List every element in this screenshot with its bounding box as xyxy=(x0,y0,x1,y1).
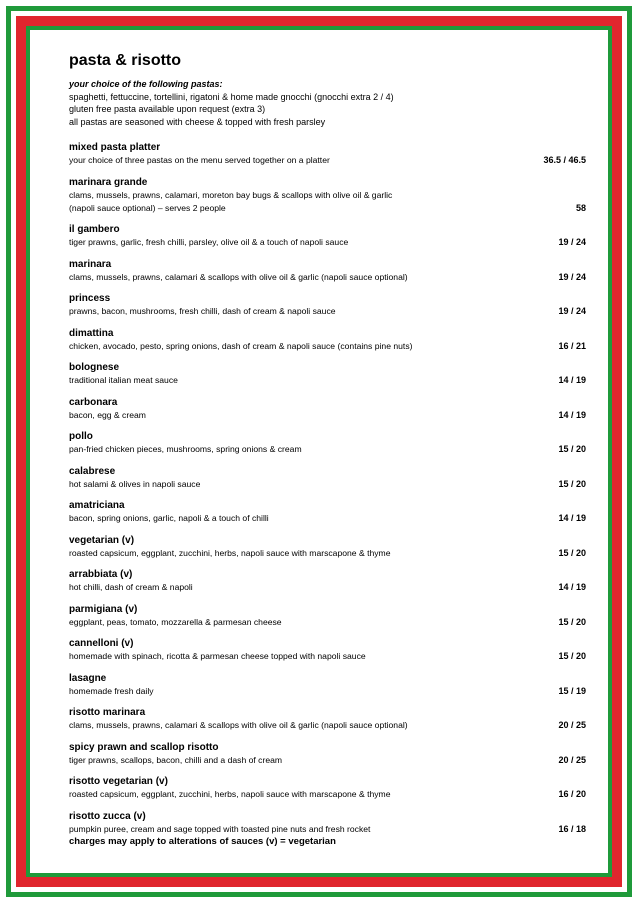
menu-item-name: carbonara xyxy=(69,396,118,408)
menu-item-price: 15 / 20 xyxy=(558,478,586,489)
menu-item-price: 15 / 20 xyxy=(558,651,586,661)
menu-item xyxy=(69,430,586,456)
menu-item-description: prawns, bacon, mushrooms, fresh chilli, dash of cream & napoli sauce xyxy=(69,306,336,316)
menu-item-description: roasted capsicum, eggplant, zucchini, herbs, napoli sauce with marscapone & thyme xyxy=(69,789,391,799)
menu-item-description: bacon, egg & cream xyxy=(69,409,146,420)
menu-item xyxy=(69,176,586,215)
intro-line: spaghetti, fettuccine, tortellini, rigatoni & home made gnocchi (gnocchi extra 2 / 4) xyxy=(69,91,394,102)
menu-item-description: hot chilli, dash of cream & napoli xyxy=(69,582,193,592)
menu-item-price: 20 / 25 xyxy=(558,720,586,730)
menu-item-price: 19 / 24 xyxy=(558,237,586,247)
menu-item-name: marinara grande xyxy=(69,176,148,188)
menu-item-price: 19 / 24 xyxy=(558,271,586,282)
menu-item-price: 16 / 18 xyxy=(558,823,586,834)
menu-item xyxy=(69,292,586,318)
menu-item xyxy=(69,534,586,560)
menu-item-name: spicy prawn and scallop risotto xyxy=(69,741,219,753)
menu-item-price: 14 / 19 xyxy=(558,513,586,523)
intro-lead: your choice of the following pastas: xyxy=(69,79,223,89)
menu-item-name: calabrese xyxy=(69,465,116,477)
menu-item xyxy=(69,706,586,732)
menu-item-description: traditional italian meat sauce xyxy=(69,375,178,385)
menu-item-description: roasted capsicum, eggplant, zucchini, herbs, napoli sauce with marscapone & thyme xyxy=(69,547,391,558)
menu-item xyxy=(69,223,586,249)
menu-item-price: 16 / 20 xyxy=(558,789,586,799)
menu-item-description: (napoli sauce optional) – serves 2 people xyxy=(69,202,226,213)
menu-item-name: marinara xyxy=(69,258,112,270)
menu-item-description: bacon, spring onions, garlic, napoli & a touch of chilli xyxy=(69,513,269,523)
menu-item xyxy=(69,741,586,767)
menu-item-name: parmigiana (v) xyxy=(69,603,138,615)
menu-item xyxy=(69,568,586,594)
menu-item-name: cannelloni (v) xyxy=(69,638,134,649)
menu-item-name: pollo xyxy=(69,431,93,442)
menu-item-description: pan-fried chicken pieces, mushrooms, spring onions & cream xyxy=(69,444,302,454)
menu-item-price: 36.5 / 46.5 xyxy=(543,155,586,165)
menu-item xyxy=(69,465,586,491)
intro-line: all pastas are seasoned with cheese & topped with fresh parsley xyxy=(69,116,326,127)
menu-item-name: risotto zucca (v) xyxy=(69,810,146,822)
menu-item-description: clams, mussels, prawns, calamari & scallops with olive oil & garlic (napoli sauce optional) xyxy=(69,720,408,730)
menu-item xyxy=(69,361,586,387)
menu-item-name: risotto vegetarian (v) xyxy=(69,776,168,787)
menu-item-price: 15 / 20 xyxy=(558,547,586,558)
menu-item-price: 16 / 21 xyxy=(558,340,586,351)
menu-item-price: 19 / 24 xyxy=(558,306,586,316)
menu-item xyxy=(69,672,586,698)
menu-item-description: clams, mussels, prawns, calamari, moreton bay bugs & scallops with olive oil & garlic xyxy=(69,189,393,200)
menu-item xyxy=(69,396,586,422)
menu-item-name: il gambero xyxy=(69,224,120,235)
menu-item xyxy=(69,141,586,167)
menu-item-description: pumpkin puree, cream and sage topped with toasted pine nuts and fresh rocket xyxy=(69,823,371,834)
menu-item-price: 14 / 19 xyxy=(558,582,586,592)
footer-note: charges may apply to alterations of sauces (v) = vegetarian xyxy=(69,836,336,847)
menu-item-price: 20 / 25 xyxy=(558,754,586,765)
menu-item-description: tiger prawns, scallops, bacon, chilli and a dash of cream xyxy=(69,754,283,765)
menu-item-description: hot salami & olives in napoli sauce xyxy=(69,478,201,489)
menu-item-name: mixed pasta platter xyxy=(69,142,161,153)
menu-item xyxy=(69,327,586,353)
menu-item-price: 58 xyxy=(575,202,586,213)
menu-item-name: arrabbiata (v) xyxy=(69,569,133,580)
menu-item-description: homemade fresh daily xyxy=(69,685,154,696)
intro-line: gluten free pasta available upon request (extra 3) xyxy=(69,104,266,114)
menu-item-name: vegetarian (v) xyxy=(69,534,135,546)
menu-item-description: homemade with spinach, ricotta & parmesan cheese topped with napoli sauce xyxy=(69,651,366,661)
menu-item-price: 15 / 20 xyxy=(558,616,586,627)
menu-item-price: 15 / 19 xyxy=(558,685,586,696)
menu-item-description: your choice of three pastas on the menu served together on a platter xyxy=(69,155,330,165)
menu-item xyxy=(69,810,586,836)
menu-item-name: amatriciana xyxy=(69,500,125,511)
menu-item-name: princess xyxy=(69,293,111,304)
menu-list xyxy=(69,141,586,844)
menu-item xyxy=(69,499,586,525)
pasta-choice-intro xyxy=(69,78,589,128)
menu-item xyxy=(69,258,586,284)
menu-item-name: bolognese xyxy=(69,362,120,373)
menu-item-description: chicken, avocado, pesto, spring onions, dash of cream & napoli sauce (contains pine nuts) xyxy=(69,340,413,351)
menu-item-name: lasagne xyxy=(69,672,107,684)
menu-item-price: 15 / 20 xyxy=(558,444,586,454)
menu-item-price: 14 / 19 xyxy=(558,375,586,385)
menu-item-description: eggplant, peas, tomato, mozzarella & parmesan cheese xyxy=(69,616,282,627)
menu-item-name: risotto marinara xyxy=(69,707,146,718)
menu-item xyxy=(69,775,586,801)
menu-item-name: dimattina xyxy=(69,327,114,339)
menu-item xyxy=(69,637,586,663)
page-title: pasta & risotto xyxy=(69,52,182,69)
menu-item-price: 14 / 19 xyxy=(558,409,586,420)
menu-item-description: clams, mussels, prawns, calamari & scallops with olive oil & garlic (napoli sauce optional) xyxy=(69,271,408,282)
menu-item xyxy=(69,603,586,629)
menu-item-description: tiger prawns, garlic, fresh chilli, parsley, olive oil & a touch of napoli sauce xyxy=(69,237,349,247)
